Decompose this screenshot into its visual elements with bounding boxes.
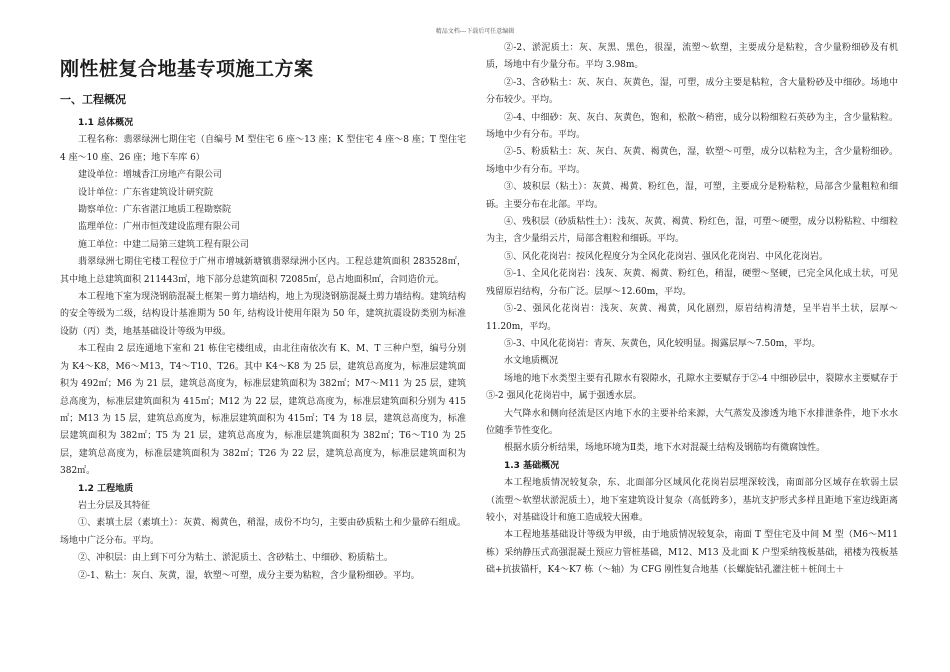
- survey-unit: 勘察单位：广东省湛江地质工程勘察院: [78, 205, 232, 216]
- hydro-heading: 水文地质概况: [504, 356, 559, 367]
- header-note: 精品文档---下载后可任意编辑: [435, 28, 515, 35]
- layer-2-1: ②-1、粘土：灰白、灰黄，湿，软塑～可塑，成分主要为粘粒，含少量粉细砂。平均。: [78, 570, 420, 581]
- heading-1-1: 1.1 总体概况: [78, 118, 134, 128]
- right-column: [486, 40, 898, 580]
- hydro-paragraph-1: 场地的地下水类型主要有孔隙水有裂隙水，孔隙水主要赋存于②-4 中细砂层中，裂隙水主要赋存于⑤-2 强风化花岗岩中，属于强透水层。: [486, 373, 898, 402]
- layer-3: ③、坡积层（粘土）：灰黄、褐黄、粉红色，湿，可塑，主要成分是粉粘粒，局部含少量粗粒和细砾。主要分布在北部。平均。: [486, 182, 898, 210]
- hydro-paragraph-2: 大气降水和侧向径流是区内地下水的主要补给来源，大气蒸发及渗透为地下水排泄条件，地下水水位随季节性变化。: [486, 408, 898, 436]
- layer-5-1: ⑤-1、全风化花岗岩：浅灰、灰黄、褐黄、粉红色，稍湿，硬塑～坚硬，已完全风化成土状，可见残留原岩结构，分布广泛。层厚～12.60m，平均。: [486, 269, 898, 297]
- layer-2-5: ②-5、粉质粘土：灰、灰白、灰黄、褐黄色，湿，软塑～可塑，成分以粘粒为主，含少量粉细砂。场地中少有分布。平均。: [486, 147, 898, 175]
- foundation-paragraph-2: 本工程地基基础设计等级为甲级，由于地质情况较复杂，南面 T 型住宅及中间 M 型（M6～M11 栋）采纳静压式高强混凝土预应力管桩基础，M12、M13 及北面 K 户型采纳筏板基础，裙楼为筏板基础+抗拔锚杆，K4～K7 栋（～轴）为 CFG 刚性复合地基（长螺旋钻孔灌注桩＋桩间土＋: [486, 530, 898, 576]
- design-unit: 设计单位：广东省建筑设计研究院: [78, 187, 214, 198]
- heading-1-2: 1.2 工程地质: [78, 483, 134, 494]
- layer-2-4: ②-4、中细砂：灰、灰白、灰黄色，饱和，松散～稍密，成分以粉细粒石英砂为主，含少量粘粒。场地中少有分布。平均。: [486, 112, 898, 141]
- project-name: 工程名称：翡翠绿洲七期住宅（自编号 M 型住宅 6 座～13 座；K 型住宅 4 座～8 座；T 型住宅 4 座～10 座、26 座；地下车库 6）: [60, 135, 466, 163]
- layer-5-2: ⑤-2、强风化花岗岩：浅灰、灰黄、褐黄，风化剧烈，原岩结构清楚，呈半岩半土状，层厚～11.20m，平均。: [486, 304, 898, 332]
- builder-unit: 建设单位：增城香江房地产有限公司: [78, 170, 223, 181]
- layer-5-3: ⑤-3、中风化花岗岩：青灰、灰黄色，风化较明显。揭露层厚～7.50m，平均。: [504, 338, 821, 349]
- supervision-unit: 监理单位：广州市恒茂建设监理有限公司: [78, 222, 241, 233]
- layer-4: ④、残积层（砂质粘性土）：浅灰、灰黄、褐黄、粉红色，湿，可塑～硬塑，成分以粉粘粒、中细粒为主，含少量绢云片，局部含粗粒和细砾。平均。: [486, 217, 898, 245]
- subheading-soil-layers: 岩土分层及其特征: [78, 500, 151, 511]
- paragraph-location: 翡翠绿洲七期住宅楼工程位于广州市增城新塘镇翡翠绿洲小区内。工程总建筑面积 283528㎡，其中地上总建筑面积 211443㎡，地下部分总建筑面积 72085㎡，总占地面积㎡，合同造价元。: [60, 257, 466, 285]
- paragraph-buildings: 本工程由 2 层连通地下室和 21 栋住宅楼组成，由北往南依次有 K、M、T 三种户型，编号分别为 K4～K8，M6～M13，T4～T10、T26。其中 K4～K8 为 25 层，建筑总高度为，标准层建筑面积为 492㎡；M6 为 21 层，建筑总高度为，标准层建筑面积为 382㎡；M7～M11 为 25 层，建筑总高度为，标准层建筑面积为 415㎡；M12 为 22 层，建筑总高度为，标准层建筑面积分别为 415㎡；M13 为 15 层，建筑总高度为，标准层建筑面积为 415㎡；T4 为 18 层，建筑总高度为，标准层建筑面积为 382㎡；T5 为 21 层，建筑总高度为，标准层建筑面积为 382㎡；T6～T10 为 25 层，建筑总高度为，标准层建筑面积为 382㎡；T26 为 22 层，建筑总高度为，标准层建筑面积为 382㎡。: [60, 344, 466, 477]
- layer-1: ①、素填土层（素填土）：灰黄、褐黄色，稍湿，成份不均匀，主要由砂质粘土和少量碎石组成。场地中广泛分布。平均。: [60, 518, 466, 546]
- foundation-paragraph-1: 本工程地质情况较复杂，东、北面部分区域风化花岗岩层埋深较浅，南面部分区域存在软弱土层（流塑～软塑状淤泥质土），地下室建筑设计复杂（高低跨多），基坑支护形式多样且距地下室边线距离较小，对基础设计和施工造成较大困难。: [486, 478, 898, 523]
- layer-5: ⑤、风化花岗岩：按风化程度分为全风化花岗岩、强风化花岗岩、中风化花岗岩。: [504, 251, 829, 262]
- hydro-paragraph-3: 根据水质分析结果，场地环境为Ⅱ类，地下水对混凝土结构及钢筋均有微腐蚀性。: [504, 443, 826, 454]
- heading-1-3: 1.3 基础概况: [504, 460, 560, 471]
- layer-2-2: ②-2、淤泥质土：灰、灰黑、黑色，很湿，流塑～软塑，主要成分是粘粒，含少量粉细砂及有机质，场地中有少量分布。平均 3.98m。: [486, 43, 898, 71]
- layer-2: ②、冲积层：由上到下可分为粘土、淤泥质土、含砂粘土、中细砂、粉质粘土。: [78, 553, 394, 564]
- paragraph-structure: 本工程地下室为现浇钢筋混凝土框架－剪力墙结构，地上为现浇钢筋混凝土剪力墙结构。建筑结构的安全等级为二级，结构设计基准期为 50 年, 结构设计使用年限为 50 年，建筑抗震设防类别为标准设防（丙）类，地基基础设计等级为甲级。: [60, 292, 466, 337]
- left-column: [60, 115, 466, 585]
- construction-unit: 施工单位：中建二局第三建筑工程有限公司: [78, 239, 250, 250]
- layer-2-3: ②-3、含砂粘土：灰、灰白、灰黄色，湿，可塑，成分主要是粘粒，含大量粉砂及中细砂。场地中分布较少。平均。: [486, 77, 898, 106]
- page-title: 刚性桩复合地基专项施工方案: [60, 58, 314, 80]
- section-heading-overview: 一、工程概况: [60, 93, 126, 106]
